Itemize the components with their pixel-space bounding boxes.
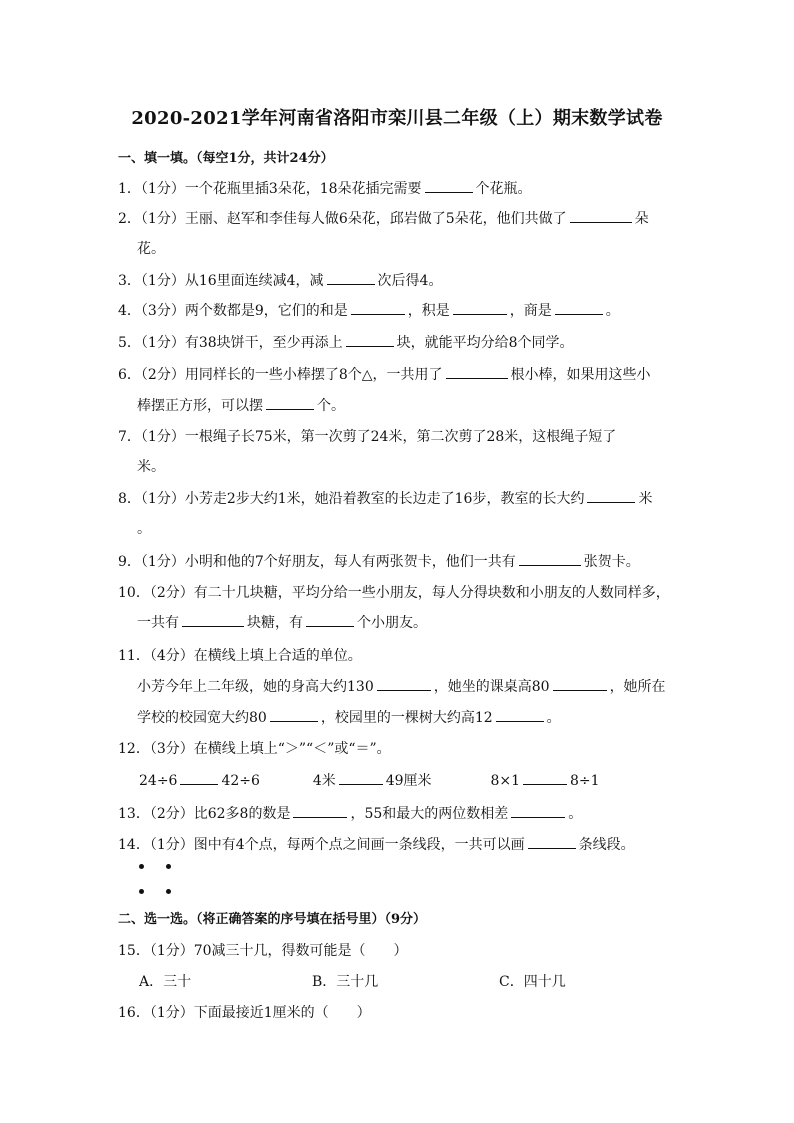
q3-text: 3．（1分）从16里面连续减4，减 [118,273,324,289]
question-11-line-3 [137,707,561,727]
q2-text: 2．（1分）王丽、赵军和李佳每人做6朵花，邱岩做了5朵花，他们共做了 [118,211,567,227]
answer-blank[interactable] [528,836,576,849]
answer-blank[interactable] [293,805,347,818]
question-12-comparisons [139,770,600,790]
answer-blank[interactable] [453,302,507,315]
answer-blank[interactable] [351,302,405,315]
answer-blank[interactable] [570,210,632,223]
question-8-continued: 。 [137,521,151,537]
q1-text-end: 个花瓶。 [475,181,532,197]
page-title: 2020-2021学年河南省洛阳市栾川县二年级（上）期末数学试卷 [131,108,663,129]
question-11: 11．（4分）在横线上填上合适的单位。 [118,648,362,664]
answer-blank[interactable] [346,334,394,347]
q12-expr-3-right: 8÷1 [570,773,600,789]
answer-blank[interactable] [306,614,354,627]
q5-text-end: 块，就能平均分给8个同学。 [396,335,574,351]
answer-blank[interactable] [327,272,375,285]
answer-blank[interactable] [553,678,607,691]
q6-text-end: 个。 [317,398,345,414]
answer-blank[interactable] [339,772,383,785]
question-4 [118,300,620,320]
answer-blank[interactable] [587,490,635,503]
question-15-option-c[interactable]: C．四十几 [499,974,566,990]
question-6-continued [137,395,345,415]
section-2-heading: 二、选一选。（将正确答案的序号填在括号里）（9分） [118,912,427,927]
q11-text-5: 学校的校园宽大约80 [137,710,267,726]
question-10: 10．（2分）有二十几块糖，平均分给一些小朋友，每人分得块数和小朋友的人数同样多， [118,585,670,601]
q6-text: 6．（2分）用同样长的一些小棒摆了8个△，一共用了 [118,367,443,383]
answer-blank[interactable] [523,772,567,785]
answer-blank[interactable] [446,366,508,379]
question-11-line-2 [137,676,666,696]
q6-text-2: 根小棒，如果用这些小 [510,367,651,383]
answer-blank[interactable] [425,180,473,193]
answer-blank[interactable] [496,709,544,722]
section-1-heading: 一、填一填。（每空1分，共计24分） [118,151,334,166]
q1-text: 1．（1分）一个花瓶里插3朵花，18朵花插完需要 [118,181,422,197]
q8-text-end: 米 [638,491,653,507]
q4-text-end: 。 [605,303,620,319]
q2-text-end: 朵 [634,211,649,227]
answer-blank[interactable] [511,805,565,818]
q10-text-end: 个小朋友。 [357,615,427,631]
q13-text: 13．（2分）比62多8的数是 [118,806,291,822]
q12-expr-3-left: 8×1 [490,773,521,789]
question-15-option-a[interactable]: A．三十 [139,974,192,990]
question-14 [118,834,635,854]
q4-text-3: ，商是 [509,303,552,319]
q12-expr-2-left: 4米 [312,773,336,789]
question-9 [118,551,640,571]
q11-text-4: ，她所在 [609,679,666,695]
dot-top-right [166,864,171,869]
q9-text: 9．（1分）小明和他的7个好朋友，每人有两张贺卡，他们一共有 [118,554,516,570]
q10-text-3: 块糖，有 [247,615,303,631]
answer-blank[interactable] [519,553,581,566]
q12-expr-1-left: 24÷6 [139,773,178,789]
q11-text-end: 。 [546,710,561,726]
question-7: 7．（1分）一根绳子长75米，第一次剪了24米，第二次剪了28米，这根绳子短了 [118,429,617,445]
q11-text-3: ，她坐的课桌高80 [433,679,550,695]
question-8 [118,488,652,508]
question-15-option-b[interactable]: B．三十几 [312,974,379,990]
q5-text: 5．（1分）有38块饼干，至少再添上 [118,335,343,351]
q14-text: 14．（1分）图中有4个点，每两个点之间画一条线段，一共可以画 [118,837,525,853]
q9-text-end: 张贺卡。 [583,554,640,570]
q13-text-end: 。 [568,806,583,822]
dot-bottom-left [139,889,144,894]
question-2-continued: 花。 [137,241,165,257]
q4-text: 4．（3分）两个数都是9，它们的和是 [118,303,348,319]
question-12: 12．（3分）在横线上填上“＞”“＜”或“＝”。 [118,741,391,757]
question-1 [118,178,532,198]
q11-text-6: ，校园里的一棵树大约高12 [320,710,493,726]
dot-bottom-right [166,889,171,894]
q12-expr-1-right: 42÷6 [221,773,260,789]
q4-text-2: ，积是 [407,303,450,319]
question-15: 15．（1分）70减三十几，得数可能是（ ） [118,943,408,959]
answer-blank[interactable] [377,678,431,691]
answer-blank[interactable] [180,772,218,785]
dot-top-left [139,864,144,869]
answer-blank[interactable] [182,614,244,627]
question-2 [118,208,649,228]
question-13 [118,803,582,823]
question-7-continued: 米。 [137,459,165,475]
q10-text-2: 一共有 [137,615,179,631]
answer-blank[interactable] [270,709,318,722]
q6-text-3: 棒摆正方形，可以摆 [137,398,263,414]
q3-text-end: 次后得4。 [377,273,443,289]
q13-text-2: ，55和最大的两位数相差 [350,806,509,822]
answer-blank[interactable] [266,397,314,410]
q14-text-end: 条线段。 [578,837,635,853]
q12-expr-2-right: 49厘米 [385,773,432,789]
answer-blank[interactable] [555,302,603,315]
question-6 [118,364,651,384]
question-10-continued [137,612,427,632]
question-3 [118,270,442,290]
q11-text-2: 小芳今年上二年级，她的身高大约130 [137,679,374,695]
q8-text: 8．（1分）小芳走2步大约1米，她沿着教室的长边走了16步，教室的长大约 [118,491,585,507]
question-5 [118,332,574,352]
question-16: 16．（1分）下面最接近1厘米的（ ） [118,1005,371,1021]
